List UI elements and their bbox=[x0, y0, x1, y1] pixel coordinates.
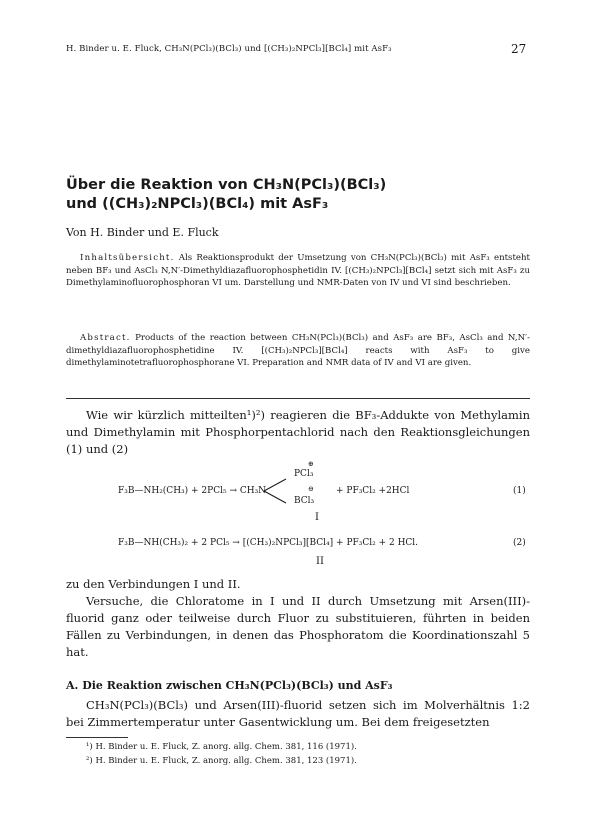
equation-2: F₃B—NH(CH₃)₂ + 2 PCl₅ → [(CH₃)₂NPCl₃][BCl₄] + PF₃Cl₂ + 2 HCl. bbox=[118, 538, 419, 548]
page-number: 27 bbox=[511, 42, 527, 56]
footnote-1 bbox=[86, 742, 357, 752]
title-line-1: Über die Reaktion von CH₃N(PCl₃)(BCl₃) bbox=[66, 177, 387, 193]
footnote-divider bbox=[66, 737, 128, 738]
section-paragraph: CH₃N(PCl₃)(BCl₃) und Arsen(III)-fluorid setzen sich im Molverhältnis 1:2 bei Zimmertemperatur unter Gasentwicklung um. Bei dem freigesetzten bbox=[66, 698, 530, 729]
footnote-2-marker: ²) bbox=[86, 756, 93, 766]
equation-1-left: F₃B—NH₂(CH₃) + 2PCl₅ → CH₃N bbox=[118, 486, 267, 496]
authors: Von H. Binder und E. Fluck bbox=[66, 226, 219, 239]
title-line-2: und ((CH₃)₂NPCl₃)(BCl₄) mit AsF₃ bbox=[66, 196, 329, 212]
equation-1-plus-charge: ⊕ bbox=[308, 460, 314, 468]
equation-1-right: + PF₃Cl₂ +2HCl bbox=[336, 486, 410, 496]
abstract-english bbox=[66, 332, 530, 370]
equation-2-label: II bbox=[316, 556, 324, 567]
abstract-divider bbox=[66, 398, 530, 399]
equation-1-upper: PCl₃ bbox=[294, 469, 314, 479]
paragraph-2: Versuche, die Chloratome in I und II durch Umsetzung mit Arsen(III)-fluorid ganz oder teilweise durch Fluor zu substituieren, führten in beiden Fällen zu Verbindungen, in denen das Phosphoratom die Koordinationszahl 5 hat. bbox=[66, 594, 530, 659]
equation-1-label: I bbox=[315, 512, 319, 523]
article-title bbox=[66, 176, 536, 214]
intro-paragraph: Wie wir kürzlich mitteilten¹)²) reagieren die BF₃-Addukte von Methylamin und Dimethylamin mit Phosphorpentachlorid nach den Reaktionsgleichungen (1) und (2) bbox=[66, 408, 530, 456]
equations-followup: zu den Verbindungen I und II. bbox=[66, 577, 241, 591]
running-header: H. Binder u. E. Fluck, CH₃N(PCl₃)(BCl₃) und [(CH₃)₂NPCl₃][BCl₄] mit AsF₃ bbox=[66, 44, 392, 54]
equation-1-lower: BCl₃ bbox=[294, 496, 315, 506]
footnote-2-text: H. Binder u. E. Fluck, Z. anorg. allg. Chem. 381, 123 (1971). bbox=[95, 756, 357, 766]
abstract-german-label: Inhaltsübersicht. bbox=[80, 253, 175, 263]
section-heading: A. Die Reaktion zwischen CH₃N(PCl₃)(BCl₃) und AsF₃ bbox=[66, 679, 393, 692]
equation-2-number: (2) bbox=[513, 538, 526, 548]
equation-1-minus-charge: ⊖ bbox=[308, 485, 314, 493]
abstract-german-text: Als Reaktionsprodukt der Umsetzung von CH₃N(PCl₃)(BCl₃) mit AsF₃ entsteht neben BF₃ und AsCl₃ N,N′-Dimethyldiazafluorophosphetidin IV. [(CH₃)₂NPCl₃][BCl₄] setzt sich mit AsF₃ zu Dimethylaminofluorophosphoran VI um. Darstellung und NMR-Daten von IV und VI sind beschrieben. bbox=[66, 253, 530, 289]
abstract-german bbox=[66, 252, 530, 290]
footnote-1-text: H. Binder u. E. Fluck, Z. anorg. allg. Chem. 381, 116 (1971). bbox=[95, 742, 357, 752]
abstract-english-text: Products of the reaction between CH₃N(PCl₃)(BCl₃) and AsF₃ are BF₃, AsCl₃ and N,N′-dimethyldiazafluorophosphetidine IV. [(CH₃)₂NPCl₃][BCl₄] reacts with AsF₃ to give dimethylaminotetrafluorophosphorane VI. Preparation and NMR data of IV and VI are given. bbox=[66, 333, 530, 369]
equation-1-branch bbox=[262, 474, 292, 508]
footnote-2 bbox=[86, 756, 357, 766]
abstract-english-label: Abstract. bbox=[80, 333, 131, 343]
footnote-1-marker: ¹) bbox=[86, 742, 93, 752]
equation-1-number: (1) bbox=[513, 486, 526, 496]
